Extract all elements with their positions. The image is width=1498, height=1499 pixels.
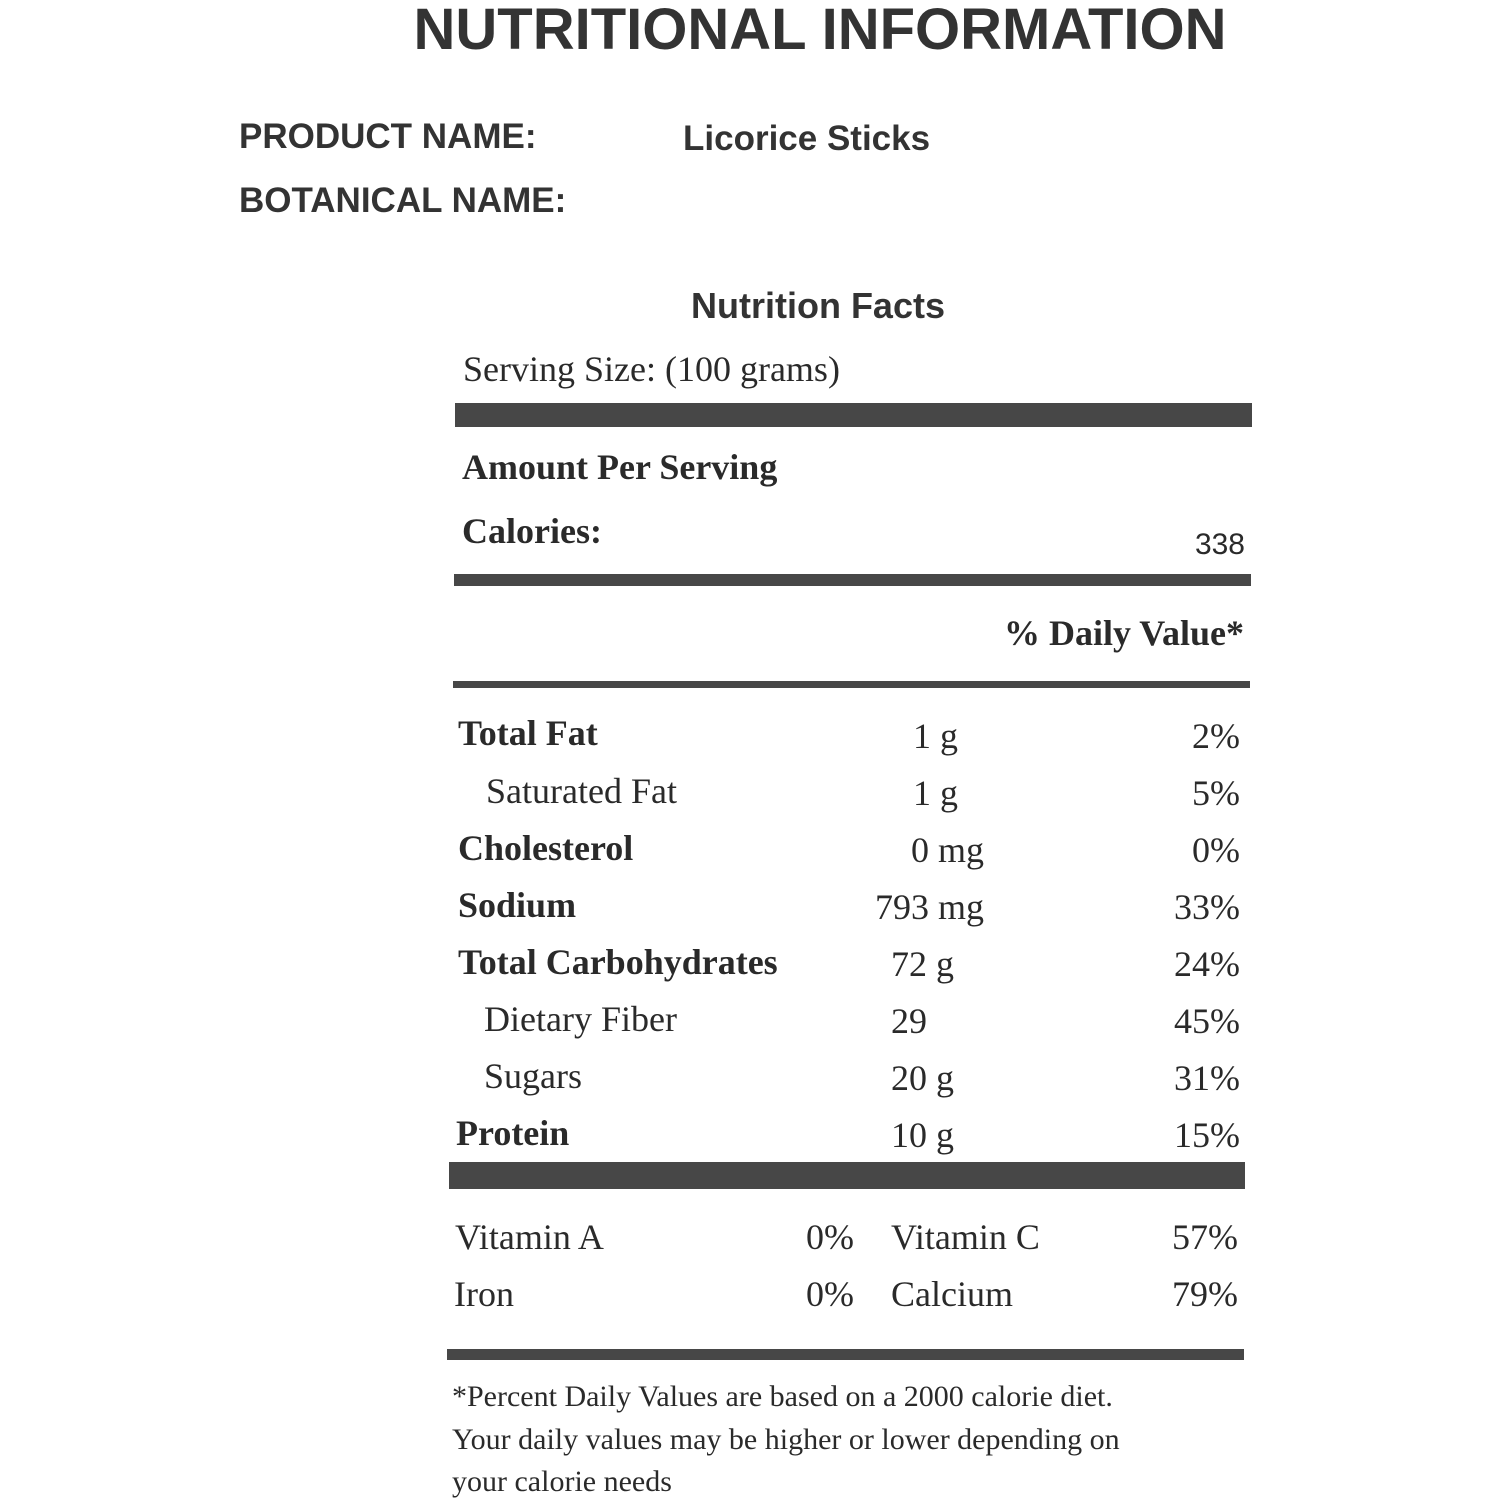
botanical-name-label: BOTANICAL NAME: (239, 181, 567, 220)
nutrient-name: Total Fat (458, 713, 598, 753)
nutrient-amount: 793 mg (875, 887, 985, 927)
nutrient-daily-value: 33% (1174, 887, 1240, 927)
vitamin-value: 79% (1172, 1274, 1238, 1314)
nutrient-name: Total Carbohydrates (458, 942, 778, 982)
nutrient-amount: 10 g (891, 1115, 954, 1155)
footnote-line: Your daily values may be higher or lower depending on (452, 1423, 1120, 1456)
thick-divider-top (455, 403, 1252, 427)
nutrient-amount: 0 mg (911, 830, 985, 870)
vitamin-name: Vitamin A (455, 1217, 604, 1257)
divider-bottom (447, 1349, 1244, 1360)
vitamin-name: Vitamin C (891, 1217, 1040, 1257)
nutrient-name: Protein (456, 1113, 570, 1153)
footnote-line: *Percent Daily Values are based on a 2000 calorie diet. (452, 1380, 1113, 1413)
footnote-line: your calorie needs (452, 1465, 672, 1498)
nutrient-amount: 29 (891, 1001, 927, 1041)
vitamin-name: Iron (454, 1274, 514, 1314)
nutrient-daily-value: 0% (1192, 830, 1240, 870)
amount-per-serving: Amount Per Serving (462, 447, 778, 487)
page-title: NUTRITIONAL INFORMATION (413, 0, 1227, 62)
nutrient-name: Cholesterol (458, 828, 634, 868)
product-name-label: PRODUCT NAME: (239, 117, 537, 156)
vitamin-value: 57% (1172, 1217, 1238, 1257)
calories-value: 338 (1194, 528, 1245, 561)
nutrient-amount: 1 g (913, 716, 958, 756)
nutrient-amount: 20 g (891, 1058, 954, 1098)
vitamin-value: 0% (806, 1274, 854, 1314)
nutrient-daily-value: 5% (1192, 773, 1240, 813)
vitamin-name: Calcium (891, 1274, 1013, 1314)
daily-value-header: % Daily Value* (1003, 613, 1244, 653)
nutrient-name: Dietary Fiber (484, 999, 677, 1039)
nutrient-amount: 1 g (913, 773, 958, 813)
nutrient-daily-value: 45% (1174, 1001, 1240, 1041)
divider-daily-value (453, 681, 1250, 688)
nutrient-daily-value: 2% (1192, 716, 1240, 756)
nutrient-daily-value: 24% (1174, 944, 1240, 984)
divider-calories (454, 574, 1251, 586)
nutrition-facts-title: Nutrition Facts (690, 285, 945, 326)
nutrient-name: Saturated Fat (486, 771, 677, 811)
calories-label: Calories: (462, 511, 602, 551)
nutrient-daily-value: 31% (1174, 1058, 1240, 1098)
nutrient-name: Sodium (458, 885, 577, 925)
thick-divider-nutrients (449, 1162, 1245, 1189)
vitamin-value: 0% (806, 1217, 854, 1257)
serving-size: Serving Size: (100 grams) (463, 349, 840, 389)
nutrient-name: Sugars (484, 1056, 582, 1096)
product-name-value: Licorice Sticks (683, 119, 931, 158)
nutrient-amount: 72 g (891, 944, 954, 984)
nutrient-daily-value: 15% (1174, 1115, 1240, 1155)
